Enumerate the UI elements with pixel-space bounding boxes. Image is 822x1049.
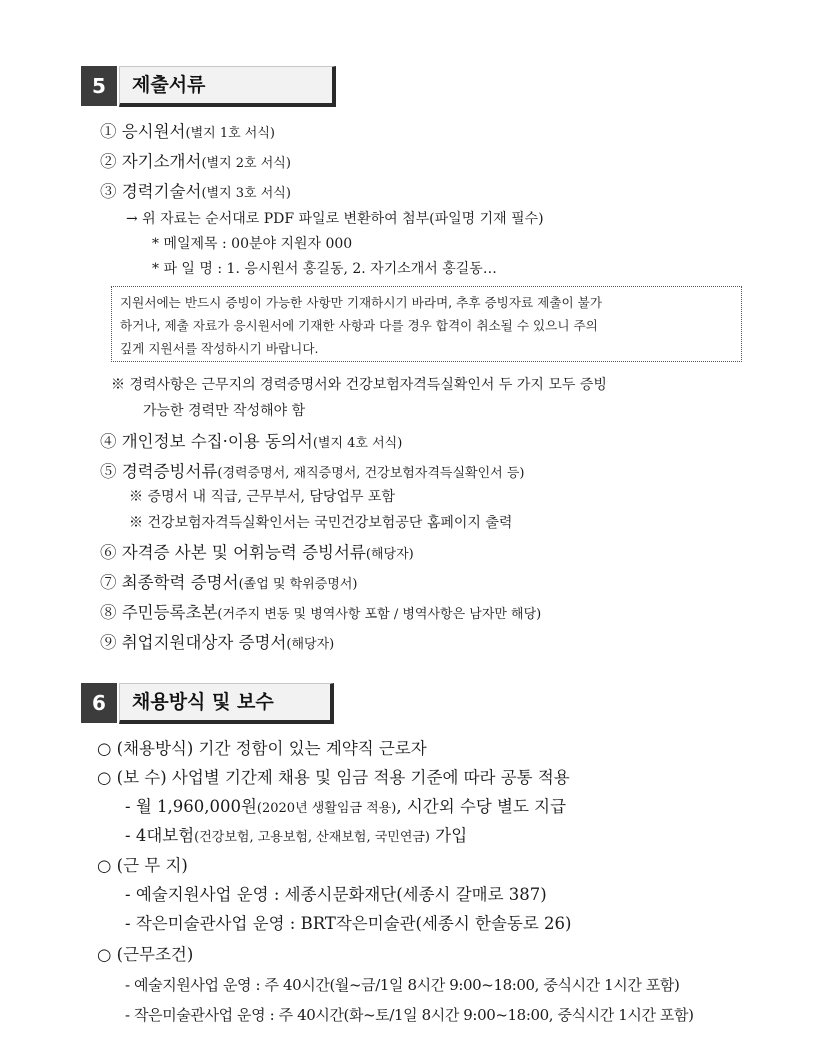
- notice-line: 지원서에는 반드시 증빙이 가능한 사항만 기재하시기 바라며, 추후 증빙자료 제출이 불가: [120, 295, 602, 310]
- item-note: (별지 1호 서식): [185, 126, 275, 141]
- item-label: ① 응시원서: [100, 122, 186, 141]
- sub-note: ※ 증명서 내 직급, 근무부서, 담당업무 포함: [129, 489, 395, 505]
- item-note: (경력증명서, 재직증명서, 건강보험자격득실확인서 등): [217, 466, 525, 481]
- item-note: (졸업 및 학위증명서): [238, 577, 358, 592]
- item-note: (별지 4호 서식): [312, 436, 403, 451]
- sub-note: ※ 건강보험자격득실확인서는 국민건강보험공단 홈페이지 출력: [129, 515, 513, 531]
- notice-line: 하거나, 제출 자료가 응시원서에 기재한 사항과 다를 경우 합격이 취소될 수 있으니 주의: [120, 318, 598, 333]
- list-item: [100, 569, 357, 593]
- pay-monthly: [125, 793, 566, 817]
- list-item: [100, 178, 291, 202]
- list-item: [100, 539, 414, 563]
- item-label: ② 자기소개서: [100, 152, 202, 171]
- section-title-box: [119, 683, 334, 724]
- list-item: [100, 458, 524, 482]
- list-item: [100, 148, 291, 172]
- arrow-note: → 위 자료는 순서대로 PDF 파일로 변환하여 첨부(파일명 기재 필수): [126, 211, 544, 227]
- list-item: [100, 629, 334, 653]
- pay-extra: , 시간외 수당 별도 지급: [396, 797, 567, 816]
- item-label: ⑦ 최종학력 증명서: [100, 573, 239, 592]
- section-title: 제출서류: [132, 74, 206, 96]
- workplace-item: - 작은미술관사업 운영 : BRT작은미술관(세종시 한솔동로 26): [125, 914, 572, 933]
- item-note: (거주지 변동 및 병역사항 포함 / 병역사항은 남자만 해당): [217, 607, 542, 622]
- insurance-label: - 4대보험: [125, 826, 195, 845]
- workplace-item: - 예술지원사업 운영 : 세종시문화재단(세종시 갈매로 387): [125, 885, 547, 904]
- section-number: 5: [81, 66, 117, 106]
- list-item: [100, 118, 275, 142]
- list-item: [100, 428, 402, 452]
- hiring-method: ○ (채용방식) 기간 정함이 있는 계약직 근로자: [97, 739, 427, 758]
- section-title: 채용방식 및 보수: [132, 691, 274, 713]
- item-note: (별지 3호 서식): [201, 186, 291, 201]
- email-subject-note: * 메일제목 : 00분야 지원자 000: [152, 236, 353, 252]
- career-note-cont: 가능한 경력만 작성해야 함: [143, 403, 306, 419]
- pay-basis: (2020년 생활임금 적용): [256, 801, 397, 816]
- item-label: ⑥ 자격증 사본 및 어휘능력 증빙서류: [100, 543, 366, 562]
- conditions-item: - 예술지원사업 운영 : 주 40시간(월~금/1일 8시간 9:00~18:00, 중식시간 1시간 포함): [125, 976, 680, 994]
- item-label: ⑤ 경력증빙서류: [100, 462, 218, 481]
- list-item: [100, 599, 541, 623]
- conditions-item: - 작은미술관사업 운영 : 주 40시간(화~토/1일 8시간 9:00~18:00, 중식시간 1시간 포함): [125, 1006, 694, 1024]
- conditions-heading: ○ (근무조건): [97, 945, 194, 964]
- file-name-note: * 파 일 명 : 1. 응시원서 홍길동, 2. 자기소개서 홍길동…: [152, 261, 497, 277]
- item-label: ⑧ 주민등록초본: [100, 603, 218, 622]
- item-note: (해당자): [365, 547, 414, 562]
- insurance-detail: (건강보험, 고용보험, 산재보험, 국민연금): [194, 830, 431, 845]
- item-label: ③ 경력기술서: [100, 182, 202, 201]
- pay-amount: - 월 1,960,000원: [125, 797, 257, 816]
- item-note: (별지 2호 서식): [201, 156, 291, 171]
- workplace-heading: ○ (근 무 지): [97, 856, 188, 875]
- notice-box: [111, 286, 742, 362]
- item-label: ⑨ 취업지원대상자 증명서: [100, 633, 287, 652]
- insurance-line: [125, 822, 467, 846]
- notice-line: 깊게 지원서를 작성하시기 바랍니다.: [120, 341, 319, 356]
- pay-line: ○ (보 수) 사업별 기간제 채용 및 임금 적용 기준에 따라 공통 적용: [97, 768, 570, 787]
- section-title-box: [119, 66, 336, 107]
- career-note: ※ 경력사항은 근무지의 경력증명서와 건강보험자격득실확인서 두 가지 모두 증빙: [111, 377, 607, 393]
- item-note: (해당자): [286, 637, 335, 652]
- item-label: ④ 개인정보 수집·이용 동의서: [100, 432, 313, 451]
- insurance-suffix: 가입: [430, 826, 468, 845]
- section-number: 6: [81, 683, 117, 723]
